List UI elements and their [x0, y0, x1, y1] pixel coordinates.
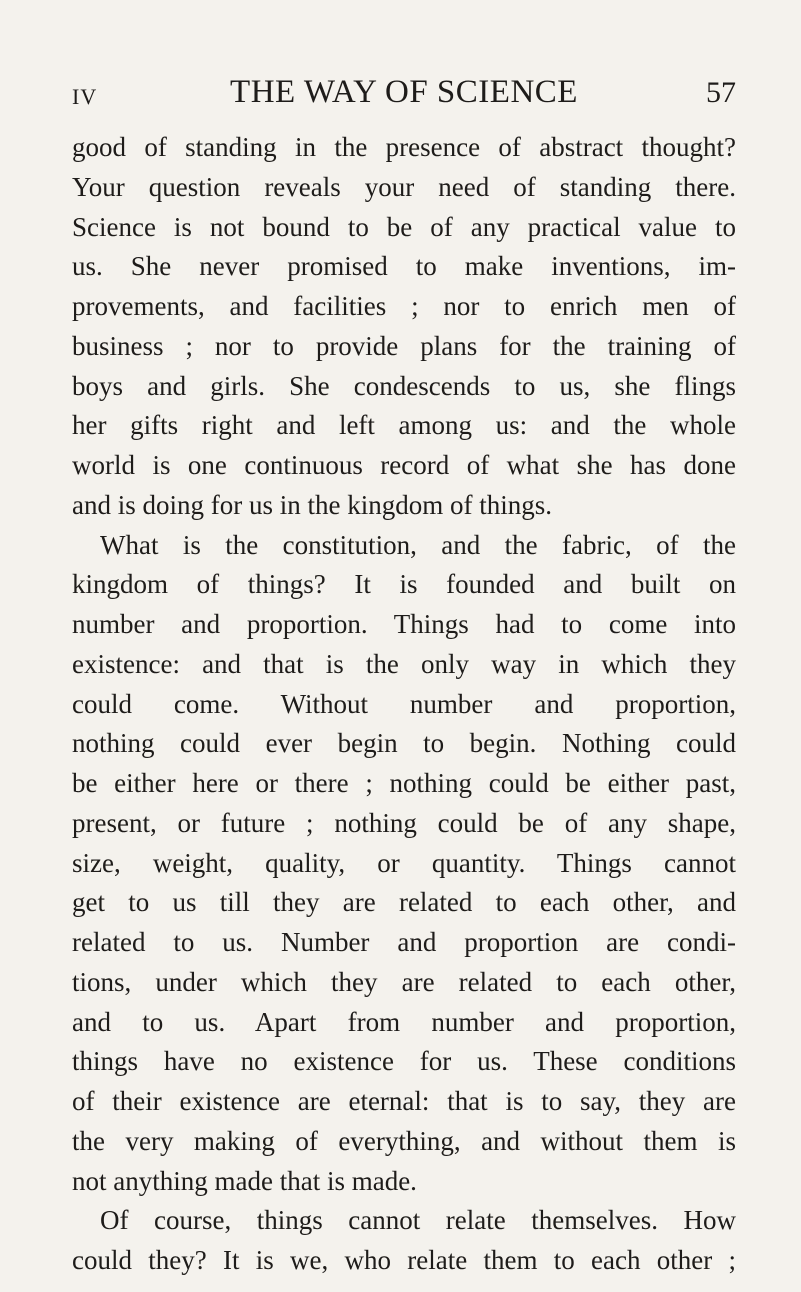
text-line: provements, and facilities ; nor to enrich men of — [72, 291, 736, 321]
text-line: and to us. Apart from number and proportion, — [72, 1006, 736, 1037]
text-line: could come. Without number and proportion, — [72, 688, 736, 719]
text-line: size, weight, quality, or quantity. Things cannot — [72, 847, 736, 878]
text-line: present, or future ; nothing could be of any shape, — [72, 807, 736, 838]
text-line: the very making of everything, and without them is — [72, 1125, 736, 1156]
text-line: Science is not bound to be of any practical value to — [72, 211, 736, 242]
text-line: get to us till they are related to each other, and — [72, 887, 736, 918]
text-line: not anything made that is made. — [72, 1165, 417, 1196]
text-line: things have no existence for us. These conditions — [72, 1046, 736, 1077]
text-line: her gifts right and left among us: and the whole — [72, 410, 736, 441]
text-line: be either here or there ; nothing could be either past, — [72, 768, 736, 798]
chapter-number: IV — [72, 84, 98, 109]
text-line: and is doing for us in the kingdom of things. — [72, 489, 552, 520]
page-number: 57 — [706, 76, 736, 109]
text-line: Your question reveals your need of standing there. — [72, 171, 736, 202]
text-line: related to us. Number and proportion are condi- — [72, 927, 736, 957]
text-line: Of course, things cannot relate themselves. How — [100, 1205, 736, 1236]
text-line: of their existence are eternal: that is to say, they are — [72, 1086, 736, 1116]
body-text — [72, 128, 736, 1281]
text-line: could they? It is we, who relate them to each other ; — [72, 1245, 736, 1275]
text-line: good of standing in the presence of abstract thought? — [72, 132, 736, 162]
text-line: nothing could ever begin to begin. Nothing could — [72, 728, 736, 759]
running-title: THE WAY OF SCIENCE — [230, 74, 578, 110]
text-line: What is the constitution, and the fabric, of the — [100, 529, 736, 560]
text-line: existence: and that is the only way in which they — [72, 648, 736, 679]
text-line: number and proportion. Things had to come into — [72, 609, 736, 639]
running-head — [72, 74, 736, 120]
text-line: us. She never promised to make inventions, im- — [72, 251, 736, 282]
text-line: tions, under which they are related to each other, — [72, 966, 736, 997]
text-line: business ; nor to provide plans for the training of — [72, 330, 736, 361]
text-line: boys and girls. She condescends to us, she flings — [72, 370, 736, 401]
text-line: kingdom of things? It is founded and built on — [72, 569, 736, 600]
text-line: world is one continuous record of what she has done — [72, 450, 736, 480]
